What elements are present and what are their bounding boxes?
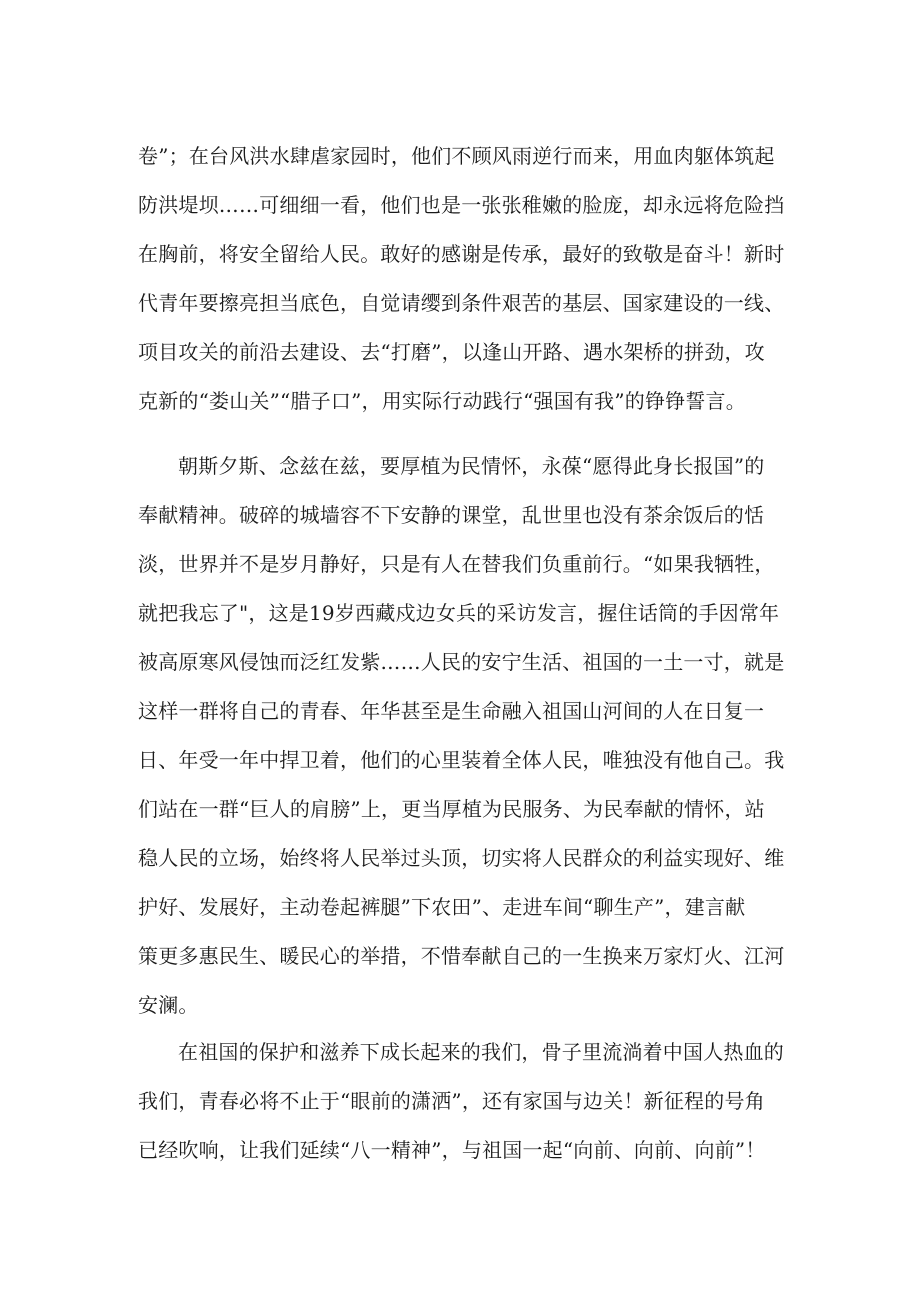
text-line: 在胸前，将安全留给人民。敢好的感谢是传承，最好的致敬是奋斗！新时 [138,242,785,266]
text-line: 朝斯夕斯、念兹在兹，要厚植为民情怀，永葆“愿得此身长报国”的 [178,454,765,478]
text-line: 卷”；在台风洪水肆虐家园时，他们不顾风雨逆行而来，用血肉躯体筑起 [138,144,775,168]
text-line: 淡，世界并不是岁月静好，只是有人在替我们负重前行。“如果我牺牲， [138,552,775,576]
text-line: 这样一群将自己的青春、年华甚至是生命融入祖国山河间的人在日复一 [138,699,765,723]
text-line: 就把我忘了"，这是19岁西藏戍边女兵的采访发言，握住话筒的手因常年 [138,601,780,625]
text-line: 护好、发展好，主动卷起裤腿”下农田”、走进车间“聊生产”，建言献 [138,895,746,919]
text-line: 已经吹响，让我们延续“八一精神”，与祖国一起“向前、向前、向前”！ [138,1138,766,1162]
text-line: 稳人民的立场，始终将人民举过头顶，切实将人民群众的利益实现好、维 [138,846,785,870]
text-line: 我们，青春必将不止于“眼前的潇洒”，还有家国与边关！新征程的号角 [138,1089,765,1113]
text-line: 们站在一群“巨人的肩膀”上，更当厚植为民服务、为民奉献的情怀，站 [138,797,765,821]
text-line: 项目攻关的前沿去建设、去“打磨”，以逢山开路、遇水架桥的拼劲，攻 [138,340,765,364]
text-line: 在祖国的保护和滋养下成长起来的我们，骨子里流淌着中国人热血的 [178,1040,784,1064]
text-line: 克新的“娄山关”“腊子口”，用实际行动践行“强国有我”的铮铮誓言。 [138,389,746,413]
text-line: 代青年要擦亮担当底色，自觉请缨到条件艰苦的基层、国家建设的一线、 [138,291,785,315]
text-line: 奉献精神。破碎的城墙容不下安静的课堂，乱世里也没有茶余饭后的恬 [138,503,765,527]
text-line: 被高原寒风侵蚀而泛红发紫……人民的安宁生活、祖国的一土一寸，就是 [138,650,785,674]
text-line: 日、年受一年中捍卫着，他们的心里装着全体人民，唯独没有他自己。我 [138,748,785,772]
text-line: 安澜。 [138,993,199,1017]
text-line: 防洪堤坝……可细细一看，他们也是一张张稚嫩的脸庞，却永远将危险挡 [138,193,785,217]
text-line: 策更多惠民生、暖民心的举措，不惜奉献自己的一生换来万家灯火、江河 [138,944,785,968]
